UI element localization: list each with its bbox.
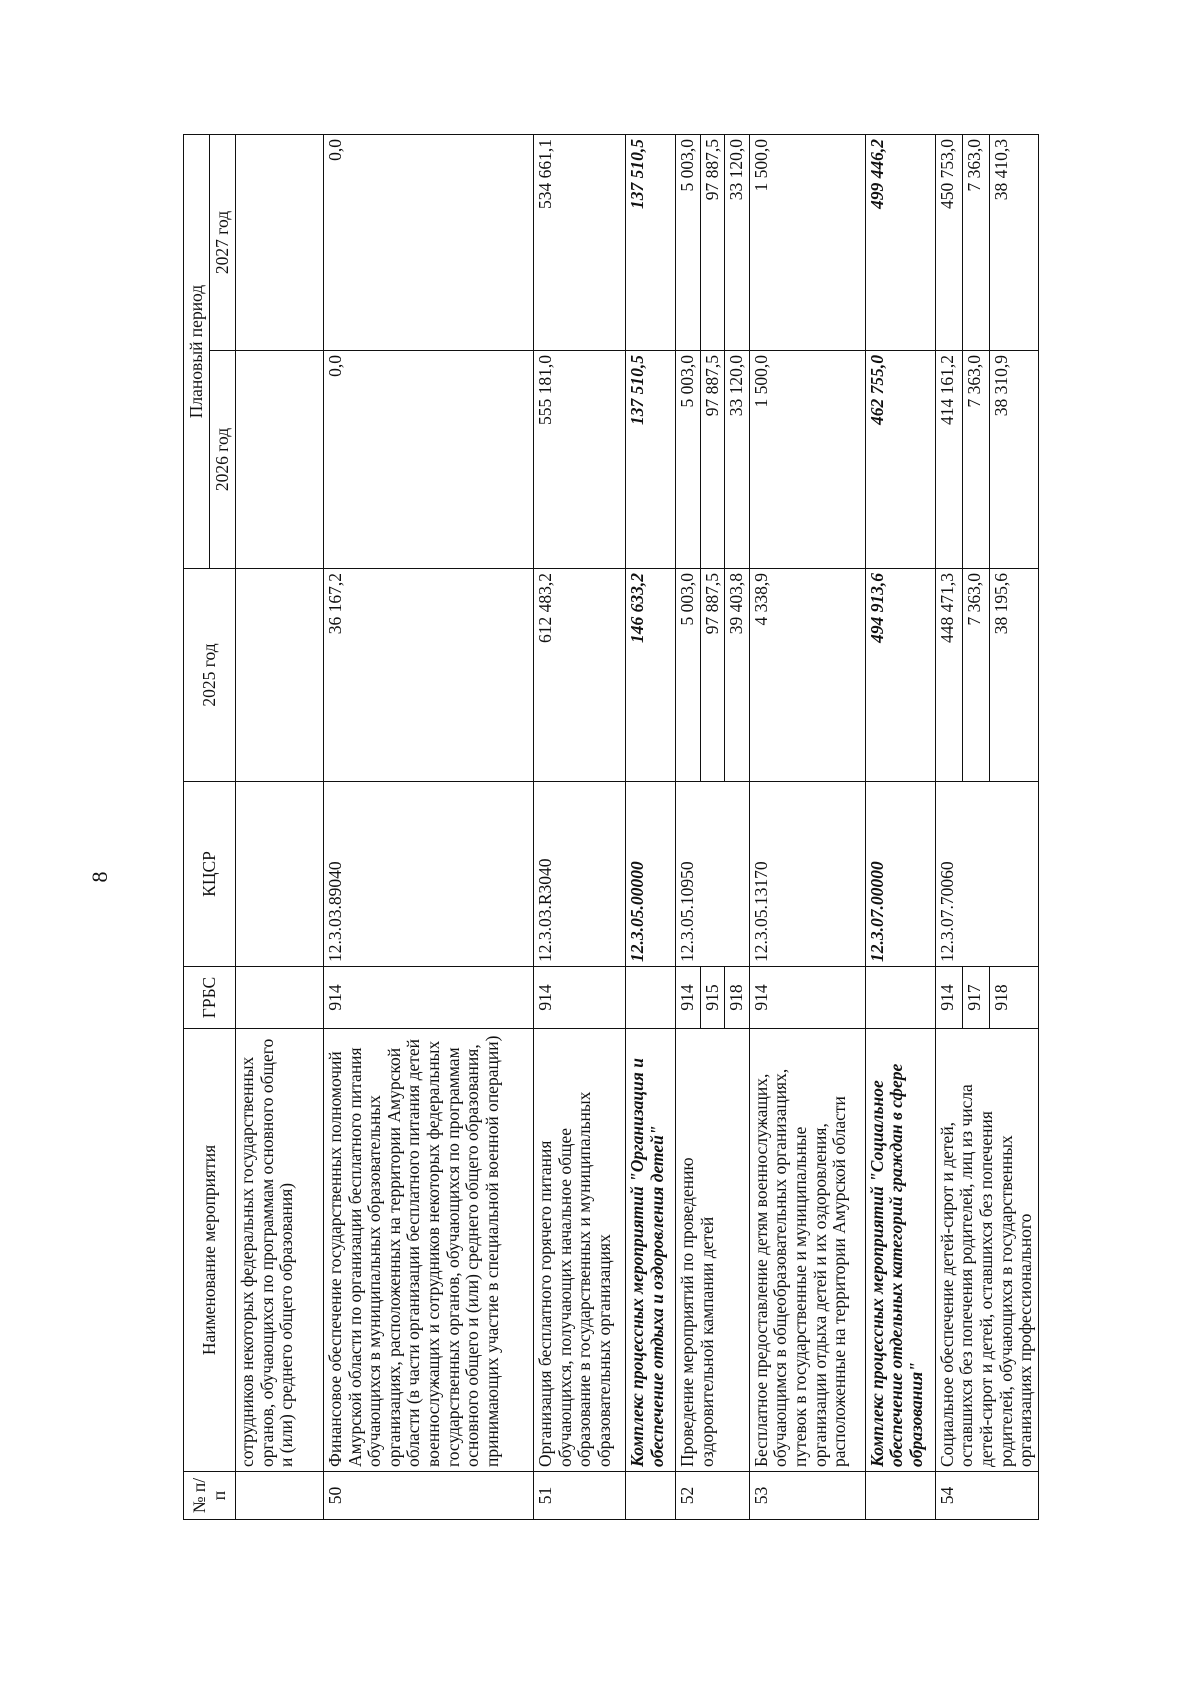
cell-2026: 7 363,0	[962, 351, 989, 569]
cell-2025: 39 403,8	[725, 569, 750, 782]
cell-2026: 555 181,0	[534, 351, 626, 569]
cell-2027: 1 500,0	[749, 134, 865, 350]
cell-2027: 5 003,0	[676, 134, 701, 350]
cell-num	[626, 1472, 676, 1520]
cell-num: 52	[676, 1472, 750, 1520]
header-name: Наименование мероприятия	[184, 1029, 236, 1472]
cell-name: Комплекс процессных мероприятий "Организация и обеспечение отдыха и оздоровления детей"	[626, 1029, 676, 1472]
cell-2025: 612 483,2	[534, 569, 626, 782]
cell-2027: 97 887,5	[700, 134, 725, 350]
cell-name: Комплекс процессных мероприятий "Социальное обеспечение отдельных категорий граждан в сфере образования"	[865, 1029, 935, 1472]
table-row-complex	[626, 134, 676, 1519]
cell-2025: 4 338,9	[749, 569, 865, 782]
cell-2027: 499 446,2	[865, 134, 935, 350]
cell-2027: 0,0	[324, 134, 534, 350]
header-2027: 2027 год	[210, 134, 236, 350]
cell-num: 54	[935, 1472, 1038, 1520]
cell-2025: 36 167,2	[324, 569, 534, 782]
cell-grbs: 915	[700, 967, 725, 1029]
cell-name: Организация бесплатного горячего питания обучающихся, получающих начальное общее образование в государственных и муниципальных образовательных организациях	[534, 1029, 626, 1472]
table-row	[676, 134, 701, 1519]
cell-num	[236, 1472, 324, 1520]
cell-2027: 7 363,0	[962, 134, 989, 350]
cell-kcsr: 12.3.03.R3040	[534, 782, 626, 967]
cell-kcsr: 12.3.05.13170	[749, 782, 865, 967]
cell-2026: 0,0	[324, 351, 534, 569]
cell-kcsr	[236, 782, 324, 967]
header-2025: 2025 год	[184, 569, 236, 782]
cell-2026: 5 003,0	[676, 351, 701, 569]
cell-kcsr: 12.3.05.00000	[626, 782, 676, 967]
cell-name: Социальное обеспечение детей-сирот и детей, оставшихся без попечения родителей, лиц из числа детей-сирот и детей, оставшихся без попечения родителей, обучающихся в государственных организациях профессионального	[935, 1029, 1038, 1472]
cell-2027: 33 120,0	[725, 134, 750, 350]
cell-2025: 97 887,5	[700, 569, 725, 782]
cell-name: Финансовое обеспечение государственных полномочий Амурской области по организации бесплатного питания обучающихся в муниципальных образовательных организациях, расположенных на территории Амурской области (в части организации бесплатного питания детей военнослужащих и сотрудников некоторых федеральных государственных органов, обучающихся по программам основного общего и (или) среднего общего образования, принимающих участие в специальной военной операции)	[324, 1029, 534, 1472]
cell-2026: 97 887,5	[700, 351, 725, 569]
cell-2025: 7 363,0	[962, 569, 989, 782]
header-num: № п/п	[184, 1472, 236, 1520]
cell-name: Бесплатное предоставление детям военнослужащих, обучающимся в общеобразовательных организациях, путевок в государственные и муниципальные организации отдыха детей и их оздоровления, расположенные на территории Амурской области	[749, 1029, 865, 1472]
header-plan-period: Плановый период	[184, 134, 210, 568]
cell-2025	[236, 569, 324, 782]
cell-num: 51	[534, 1472, 626, 1520]
cell-grbs: 914	[324, 967, 534, 1029]
cell-num	[865, 1472, 935, 1520]
cell-2026: 38 310,9	[990, 351, 1039, 569]
cell-2025: 5 003,0	[676, 569, 701, 782]
cell-grbs: 918	[725, 967, 750, 1029]
cell-2027: 534 661,1	[534, 134, 626, 350]
cell-2025: 494 913,6	[865, 569, 935, 782]
table-row	[935, 134, 962, 1519]
cell-2026: 414 161,2	[935, 351, 962, 569]
cell-2026: 137 510,5	[626, 351, 676, 569]
table-row	[749, 134, 865, 1519]
cell-grbs	[626, 967, 676, 1029]
cell-2026: 462 755,0	[865, 351, 935, 569]
cell-name: Проведение мероприятий по проведению оздоровительной кампании детей	[676, 1029, 750, 1472]
budget-table	[183, 134, 1039, 1520]
cell-grbs: 914	[676, 967, 701, 1029]
cell-grbs: 914	[749, 967, 865, 1029]
cell-2025: 38 195,6	[990, 569, 1039, 782]
budget-table-container	[183, 135, 1036, 1520]
header-2026: 2026 год	[210, 351, 236, 569]
table-row-complex	[865, 134, 935, 1519]
cell-name: сотрудников некоторых федеральных государственных органов, обучающихся по программам основного общего и (или) среднего общего образования)	[236, 1029, 324, 1472]
cell-kcsr: 12.3.05.10950	[676, 782, 750, 967]
table-row	[236, 134, 324, 1519]
cell-num: 53	[749, 1472, 865, 1520]
cell-2027	[236, 134, 324, 350]
cell-2026	[236, 351, 324, 569]
cell-2025: 448 471,3	[935, 569, 962, 782]
cell-grbs	[236, 967, 324, 1029]
page-number: 8	[87, 871, 112, 883]
table-row	[534, 134, 626, 1519]
cell-2027: 38 410,3	[990, 134, 1039, 350]
header-kcsr: КЦСР	[184, 782, 236, 967]
table-body	[236, 134, 1039, 1519]
cell-2026: 1 500,0	[749, 351, 865, 569]
cell-num: 50	[324, 1472, 534, 1520]
header-grbs: ГРБС	[184, 967, 236, 1029]
cell-grbs: 914	[534, 967, 626, 1029]
cell-grbs: 917	[962, 967, 989, 1029]
cell-kcsr: 12.3.07.70060	[935, 782, 1038, 967]
table-row	[324, 134, 534, 1519]
table-header	[184, 134, 236, 1519]
cell-kcsr: 12.3.03.89040	[324, 782, 534, 967]
cell-2027: 450 753,0	[935, 134, 962, 350]
cell-kcsr: 12.3.07.00000	[865, 782, 935, 967]
cell-2027: 137 510,5	[626, 134, 676, 350]
cell-2025: 146 633,2	[626, 569, 676, 782]
cell-grbs: 918	[990, 967, 1039, 1029]
cell-grbs	[865, 967, 935, 1029]
cell-grbs: 914	[935, 967, 962, 1029]
cell-2026: 33 120,0	[725, 351, 750, 569]
